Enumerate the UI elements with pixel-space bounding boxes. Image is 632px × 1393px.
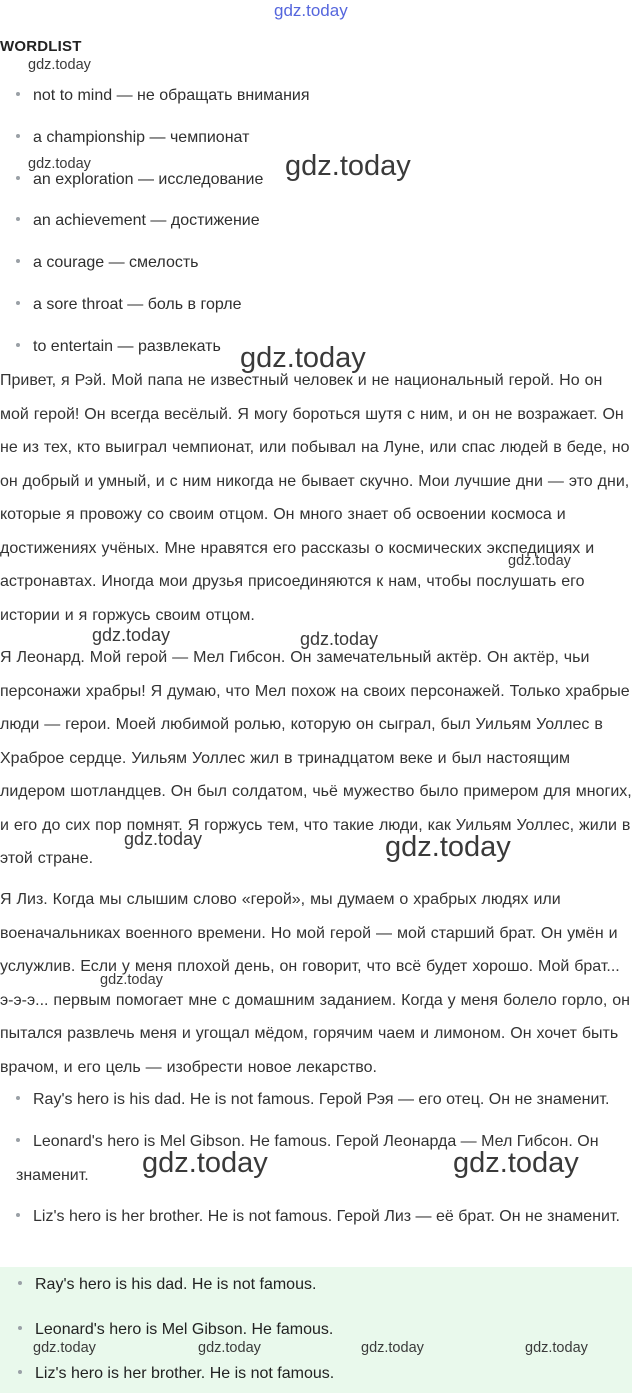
bullet-icon — [16, 92, 20, 96]
wordlist-heading: WORDLIST — [0, 38, 82, 55]
bullet-icon — [16, 259, 20, 263]
watermark: gdz.today — [100, 972, 163, 988]
bullet-icon — [16, 176, 20, 180]
watermark: gdz.today — [240, 342, 366, 374]
bullet-icon — [18, 1370, 22, 1374]
watermark: gdz.today — [361, 1340, 424, 1356]
bullet-icon — [16, 1138, 20, 1142]
watermark: gdz.today — [300, 629, 379, 649]
watermark-top: gdz.today — [274, 1, 348, 20]
bullet-icon — [16, 301, 20, 305]
bullet-icon — [16, 1096, 20, 1100]
answer-item: Liz's hero is her brother. He is not famous. — [18, 1365, 334, 1383]
bullet-icon — [16, 134, 20, 138]
bullet-icon — [16, 343, 20, 347]
bullet-icon — [16, 217, 20, 221]
watermark: gdz.today — [142, 1147, 268, 1179]
watermark: gdz.today — [508, 553, 571, 569]
answer-translated-item: Liz's hero is her brother. He is not famous. Герой Лиз — её брат. Он не знаменит. — [16, 1200, 630, 1234]
watermark: gdz.today — [285, 150, 411, 182]
answer-item: Leonard's hero is Mel Gibson. He famous. — [18, 1321, 333, 1339]
watermark: gdz.today — [28, 57, 91, 73]
wordlist-item: a sore throat — боль в горле — [16, 296, 241, 314]
wordlist-item: not to mind — не обращать внимания — [16, 87, 310, 105]
answer-translated-item: Ray's hero is his dad. He is not famous. Герой Рэя — его отец. Он не знаменит. — [16, 1083, 630, 1117]
wordlist-item: a courage — смелость — [16, 254, 199, 272]
watermark: gdz.today — [92, 625, 171, 645]
watermark: gdz.today — [525, 1340, 588, 1356]
watermark: gdz.today — [33, 1340, 96, 1356]
watermark: gdz.today — [453, 1147, 579, 1179]
watermark: gdz.today — [385, 831, 511, 863]
wordlist-item: a championship — чемпионат — [16, 129, 249, 147]
wordlist-item: to entertain — развлекать — [16, 338, 221, 356]
answer-item: Ray's hero is his dad. He is not famous. — [18, 1276, 316, 1294]
bullet-icon — [16, 1213, 20, 1217]
wordlist-item: an achievement — достижение — [16, 212, 260, 230]
bullet-icon — [18, 1281, 22, 1285]
wordlist-item: an exploration — исследование — [16, 171, 263, 189]
watermark: gdz.today — [28, 156, 91, 172]
watermark: gdz.today — [124, 829, 203, 849]
paragraph-ray: Привет, я Рэй. Мой папа не известный человек и не национальный герой. Но он мой герой! Он всегда весёлый. Я могу бороться шутя с ним, и он не возражает. Он не из тех, кто выиграл чемпионат, или побывал на Луне, или спас людей в беде, но он добрый и умный, и с ним никогда не бывает скучно. Мои лучшие дни — это дни, которые я провожу со своим отцом. Он много знает об освоении космоса и достижениях учёных. Мне нравятся его рассказы о космических экспедициях и астронавтах. Иногда мои друзья присоединяются к нам, чтобы послушать его истории и я горжусь своим отцом. — [0, 372, 630, 624]
watermark: gdz.today — [198, 1340, 261, 1356]
paragraph-leonard: Я Леонард. Мой герой — Мел Гибсон. Он замечательный актёр. Он актёр, чьи персонажи храбры! Я думаю, что Мел похож на своих персонажей. Только храбрые люди — герои. Моей любимой ролью, которую он сыграл, был Уильям Уоллес в Храброе сердце. Уильям Уоллес жил в тринадцатом веке и был настоящим лидером шотландцев. Он был солдатом, чьё мужество было примером для многих, и его до сих пор помнят. Я горжусь тем, что такие люди, как Уильям Уоллес, жили в этой стране. — [0, 649, 632, 867]
paragraph-liz: Я Лиз. Когда мы слышим слово «герой», мы думаем о храбрых людях или военачальниках военного времени. Но мой герой — мой старший брат. Он умён и услужлив. Если у меня плохой день, он говорит, что всё будет хорошо. Мой брат... э-э-э... первым помогает мне с домашним заданием. Когда у меня болело горло, он пытался развлечь меня и угощал мёдом, горячим чаем и лимоном. Он хочет быть врачом, и его цель — изобрести новое лекарство. — [0, 891, 631, 1076]
answer-translated-item: Leonard's hero is Mel Gibson. He famous. Герой Леонарда — Мел Гибсон. Он знаменит. — [16, 1133, 599, 1184]
bullet-icon — [18, 1326, 22, 1330]
